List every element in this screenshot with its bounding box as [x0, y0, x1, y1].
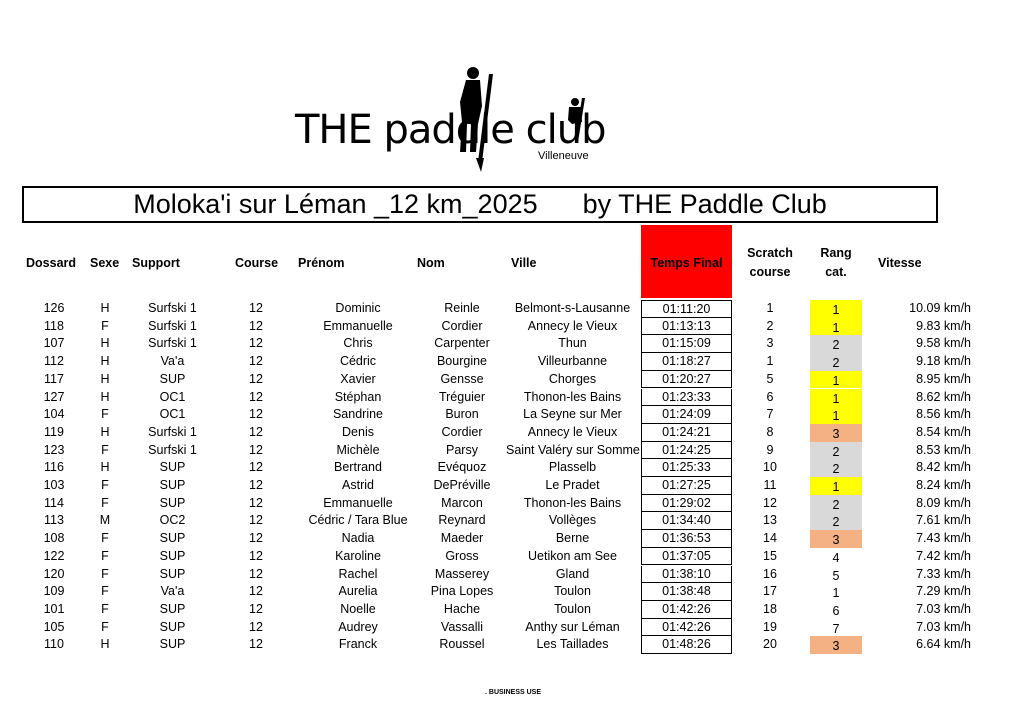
cell-course: 12 [249, 424, 263, 439]
cell-prenom: Audrey [338, 619, 378, 634]
cell-vitesse: 7.61 km/h [916, 513, 971, 528]
cell-rang: 3 [810, 636, 862, 654]
cell-sexe: F [101, 584, 109, 599]
cell-scratch: 20 [763, 637, 777, 652]
cell-rang: 4 [832, 550, 840, 565]
cell-scratch: 3 [766, 336, 774, 351]
cell-dossard: 122 [43, 548, 65, 563]
cell-ville: Belmont-s-Lausanne [514, 301, 631, 315]
cell-temps: 01:38:10 [641, 566, 732, 584]
cell-rang: 3 [810, 530, 862, 548]
cell-rang: 6 [832, 603, 840, 618]
cell-ville: Thun [558, 336, 587, 351]
cell-dossard: 113 [44, 513, 64, 528]
table-row [0, 566, 1024, 584]
cell-support: SUP [159, 460, 186, 475]
cell-dossard: 117 [44, 371, 64, 386]
cell-support: Va'a [160, 354, 185, 369]
cell-rang: 7 [832, 621, 840, 636]
cell-ville: Anthy sur Léman [525, 619, 620, 634]
cell-dossard: 119 [44, 424, 64, 439]
cell-sexe: H [100, 301, 110, 315]
cell-vitesse: 8.62 km/h [916, 389, 971, 404]
table-row [0, 442, 1024, 460]
cell-temps: 01:29:02 [641, 495, 732, 513]
cell-support: SUP [159, 371, 186, 386]
cell-nom: Masserey [434, 566, 490, 581]
cell-scratch: 2 [766, 318, 774, 333]
cell-support: Va'a [160, 584, 185, 599]
cell-support: Surfski 1 [148, 336, 197, 351]
cell-dossard: 127 [43, 389, 65, 404]
cell-course: 12 [249, 301, 263, 315]
page-title: Moloka'i sur Léman _12 km_2025 by THE Paddle Club [22, 186, 938, 223]
cell-dossard: 123 [43, 442, 65, 457]
cell-ville: Villeurbanne [537, 354, 608, 369]
cell-temps: 01:24:21 [641, 424, 732, 442]
cell-course: 12 [249, 371, 263, 386]
cell-ville: Vollèges [548, 513, 597, 528]
cell-sexe: F [101, 601, 109, 616]
club-logo [290, 62, 620, 172]
header-nom: Nom [417, 256, 445, 270]
cell-scratch: 19 [763, 619, 777, 634]
cell-temps: 01:34:40 [641, 512, 732, 530]
header-sexe: Sexe [90, 256, 120, 270]
cell-scratch: 16 [763, 566, 777, 581]
cell-scratch: 12 [763, 495, 777, 510]
cell-prenom: Cédric / Tara Blue [308, 513, 408, 528]
cell-sexe: H [100, 424, 110, 439]
cell-vitesse: 8.42 km/h [916, 460, 971, 475]
table-row [0, 459, 1024, 477]
cell-sexe: F [101, 566, 109, 581]
cell-scratch: 11 [763, 478, 777, 492]
cell-dossard: 103 [43, 478, 65, 492]
table-row [0, 335, 1024, 353]
cell-rang: 1 [810, 389, 862, 407]
cell-prenom: Dominic [335, 301, 381, 315]
cell-rang: 1 [810, 318, 862, 336]
cell-sexe: H [100, 336, 110, 351]
cell-scratch: 6 [766, 389, 774, 404]
cell-prenom: Chris [343, 336, 373, 351]
cell-nom: Marcon [441, 495, 483, 510]
table-row [0, 512, 1024, 530]
cell-course: 12 [249, 407, 263, 422]
cell-vitesse: 9.18 km/h [916, 354, 971, 369]
header-vitesse: Vitesse [878, 256, 922, 270]
cell-ville: Annecy le Vieux [527, 424, 618, 439]
cell-vitesse: 8.53 km/h [916, 442, 971, 457]
cell-support: SUP [159, 548, 186, 563]
cell-nom: Carpenter [434, 336, 490, 351]
cell-vitesse: 6.64 km/h [916, 637, 971, 652]
cell-support: SUP [159, 566, 186, 581]
cell-prenom: Rachel [338, 566, 378, 581]
cell-sexe: H [100, 354, 110, 369]
cell-nom: Gensse [440, 371, 484, 386]
cell-sexe: H [100, 460, 110, 475]
logo-brand-text: THE paddle club [295, 107, 606, 153]
cell-temps: 01:42:26 [641, 601, 732, 619]
header-rang: Rang cat. [820, 246, 852, 279]
cell-course: 12 [249, 637, 263, 652]
cell-dossard: 118 [44, 318, 64, 333]
cell-ville: Toulon [554, 584, 591, 599]
cell-temps: 01:37:05 [641, 548, 732, 566]
cell-vitesse: 10.09 km/h [909, 301, 971, 315]
cell-course: 12 [249, 584, 263, 599]
cell-vitesse: 7.29 km/h [916, 584, 971, 599]
cell-vitesse: 8.95 km/h [916, 371, 971, 386]
cell-sexe: F [101, 548, 109, 563]
cell-rang: 1 [810, 477, 862, 495]
cell-scratch: 13 [763, 513, 777, 528]
cell-ville: Le Pradet [545, 478, 600, 492]
cell-course: 12 [249, 548, 263, 563]
cell-vitesse: 7.33 km/h [916, 566, 971, 581]
table-row [0, 371, 1024, 389]
cell-prenom: Astrid [342, 478, 374, 492]
table-row [0, 636, 1024, 654]
cell-scratch: 14 [763, 531, 777, 546]
table-row [0, 353, 1024, 371]
cell-rang: 2 [810, 335, 862, 353]
cell-course: 12 [249, 389, 263, 404]
cell-ville: Plasselb [548, 460, 597, 475]
cell-dossard: 110 [44, 637, 64, 652]
cell-prenom: Sandrine [332, 407, 384, 422]
cell-support: Surfski 1 [148, 301, 197, 315]
header-scratch: Scratch course [747, 246, 793, 279]
cell-support: SUP [159, 495, 186, 510]
cell-rang: 2 [810, 495, 862, 513]
cell-sexe: F [101, 531, 109, 546]
cell-prenom: Nadia [341, 531, 375, 546]
cell-rang: 1 [832, 586, 840, 601]
table-row [0, 548, 1024, 566]
cell-vitesse: 9.58 km/h [916, 336, 971, 351]
footer-label: . BUSINESS USE [485, 689, 542, 696]
cell-ville: Thonon-les Bains [523, 389, 622, 404]
cell-vitesse: 8.09 km/h [916, 495, 971, 510]
cell-temps: 01:38:48 [641, 583, 732, 601]
cell-sexe: H [100, 637, 110, 652]
cell-course: 12 [249, 601, 263, 616]
cell-rang: 1 [810, 300, 862, 318]
cell-nom: Parsy [446, 442, 478, 457]
cell-temps: 01:15:09 [641, 335, 732, 353]
cell-sexe: M [99, 513, 111, 528]
cell-prenom: Denis [342, 424, 374, 439]
table-row [0, 477, 1024, 495]
cell-vitesse: 8.56 km/h [916, 407, 971, 422]
cell-support: SUP [159, 619, 186, 634]
table-row [0, 601, 1024, 619]
cell-temps: 01:11:20 [641, 300, 732, 318]
cell-temps: 01:24:09 [641, 406, 732, 424]
cell-nom: Roussel [439, 637, 485, 652]
cell-prenom: Noelle [340, 601, 376, 616]
cell-prenom: Michèle [336, 442, 380, 457]
cell-ville: La Seyne sur Mer [523, 407, 622, 422]
cell-ville: Berne [555, 531, 590, 546]
cell-ville: Les Taillades [536, 637, 609, 652]
cell-nom: Tréguier [438, 389, 486, 404]
cell-support: OC2 [159, 513, 186, 528]
cell-rang: 5 [832, 568, 840, 583]
cell-temps: 01:18:27 [641, 353, 732, 371]
cell-nom: Cordier [441, 318, 483, 333]
cell-prenom: Franck [338, 637, 378, 652]
cell-dossard: 101 [43, 601, 65, 616]
cell-temps: 01:24:25 [641, 442, 732, 460]
cell-vitesse: 7.03 km/h [916, 619, 971, 634]
cell-dossard: 107 [43, 336, 65, 351]
cell-temps: 01:20:27 [641, 371, 732, 389]
cell-nom: Evéquoz [437, 460, 487, 475]
table-row [0, 530, 1024, 548]
cell-vitesse: 8.54 km/h [916, 424, 971, 439]
cell-course: 12 [249, 460, 263, 475]
cell-scratch: 18 [763, 601, 777, 616]
cell-prenom: Karoline [335, 548, 381, 563]
cell-support: SUP [159, 478, 186, 492]
table-row [0, 406, 1024, 424]
table-row [0, 583, 1024, 601]
table-row [0, 300, 1024, 318]
cell-support: SUP [159, 531, 186, 546]
cell-ville: Saint Valéry sur Somme [506, 442, 640, 457]
cell-course: 12 [249, 619, 263, 634]
cell-scratch: 9 [766, 442, 774, 457]
cell-prenom: Cédric [339, 354, 377, 369]
cell-prenom: Emmanuelle [323, 495, 393, 510]
cell-rang: 1 [810, 406, 862, 424]
cell-nom: Maeder [440, 531, 484, 546]
cell-scratch: 15 [763, 548, 777, 563]
cell-support: Surfski 1 [148, 442, 197, 457]
cell-temps: 01:23:33 [641, 389, 732, 407]
cell-nom: Buron [445, 407, 479, 422]
cell-nom: Gross [445, 548, 479, 563]
cell-nom: Cordier [441, 424, 483, 439]
cell-dossard: 108 [43, 531, 65, 546]
cell-sexe: F [101, 442, 109, 457]
cell-course: 12 [249, 442, 263, 457]
cell-scratch: 8 [766, 424, 774, 439]
cell-rang: 3 [810, 424, 862, 442]
cell-prenom: Aurelia [338, 584, 378, 599]
cell-scratch: 1 [766, 354, 774, 369]
cell-ville: Thonon-les Bains [523, 495, 622, 510]
table-row [0, 424, 1024, 442]
cell-sexe: H [100, 389, 110, 404]
cell-nom: Pina Lopes [430, 584, 494, 599]
cell-course: 12 [249, 531, 263, 546]
cell-scratch: 7 [766, 407, 774, 422]
header-support: Support [132, 256, 180, 270]
cell-scratch: 10 [763, 460, 777, 475]
cell-nom: DePréville [433, 478, 491, 492]
cell-support: SUP [159, 601, 186, 616]
table-row [0, 495, 1024, 513]
cell-temps: 01:25:33 [641, 459, 732, 477]
cell-rang: 2 [810, 459, 862, 477]
cell-temps: 01:27:25 [641, 477, 732, 495]
cell-course: 12 [249, 354, 263, 369]
cell-vitesse: 9.83 km/h [916, 318, 971, 333]
cell-rang: 2 [810, 512, 862, 530]
cell-course: 12 [249, 513, 263, 528]
cell-support: OC1 [159, 389, 186, 404]
cell-vitesse: 7.03 km/h [916, 601, 971, 616]
cell-support: OC1 [159, 407, 186, 422]
cell-ville: Annecy le Vieux [527, 318, 618, 333]
cell-scratch: 5 [766, 371, 774, 386]
cell-nom: Vassalli [440, 619, 484, 634]
cell-prenom: Emmanuelle [323, 318, 393, 333]
cell-temps: 01:13:13 [641, 318, 732, 336]
cell-prenom: Bertrand [334, 460, 382, 475]
header-prenom: Prénom [298, 256, 345, 270]
table-row [0, 318, 1024, 336]
cell-sexe: F [101, 619, 109, 634]
cell-support: Surfski 1 [148, 318, 197, 333]
cell-course: 12 [249, 566, 263, 581]
cell-nom: Reynard [438, 513, 486, 528]
cell-sexe: F [101, 407, 109, 422]
cell-scratch: 1 [766, 301, 774, 315]
logo-subtitle: Villeneuve [538, 150, 589, 162]
cell-nom: Reinle [444, 301, 480, 315]
cell-dossard: 109 [43, 584, 65, 599]
cell-prenom: Stéphan [334, 389, 382, 404]
cell-dossard: 114 [44, 495, 64, 510]
header-temps-final: Temps Final [650, 256, 723, 270]
header-ville: Ville [511, 256, 537, 270]
cell-dossard: 104 [43, 407, 65, 422]
cell-vitesse: 8.24 km/h [916, 478, 971, 492]
cell-vitesse: 7.43 km/h [916, 531, 971, 546]
header-course: Course [235, 256, 279, 270]
cell-support: Surfski 1 [148, 424, 197, 439]
cell-ville: Toulon [554, 601, 591, 616]
cell-dossard: 126 [43, 301, 65, 315]
cell-dossard: 120 [43, 566, 65, 581]
table-row [0, 619, 1024, 637]
cell-ville: Uetikon am See [528, 548, 617, 563]
cell-ville: Gland [555, 566, 590, 581]
cell-nom: Bourgine [436, 354, 488, 369]
cell-dossard: 112 [44, 354, 64, 369]
cell-temps: 01:36:53 [641, 530, 732, 548]
cell-rang: 2 [810, 442, 862, 460]
cell-course: 12 [249, 336, 263, 351]
cell-ville: Chorges [548, 371, 597, 386]
table-row [0, 389, 1024, 407]
cell-support: SUP [159, 637, 186, 652]
cell-sexe: H [100, 371, 110, 386]
cell-sexe: F [101, 478, 109, 492]
cell-course: 12 [249, 318, 263, 333]
header-dossard: Dossard [26, 256, 77, 270]
cell-dossard: 105 [43, 619, 65, 634]
cell-nom: Hache [443, 601, 481, 616]
cell-sexe: F [101, 495, 109, 510]
cell-rang: 2 [810, 353, 862, 371]
cell-sexe: F [101, 318, 109, 333]
cell-course: 12 [249, 478, 263, 492]
cell-course: 12 [249, 495, 263, 510]
cell-prenom: Xavier [340, 371, 376, 386]
cell-scratch: 17 [763, 584, 777, 599]
cell-vitesse: 7.42 km/h [916, 548, 971, 563]
cell-dossard: 116 [44, 460, 64, 475]
cell-temps: 01:42:26 [641, 619, 732, 637]
cell-rang: 1 [810, 371, 862, 389]
cell-temps: 01:48:26 [641, 636, 732, 654]
